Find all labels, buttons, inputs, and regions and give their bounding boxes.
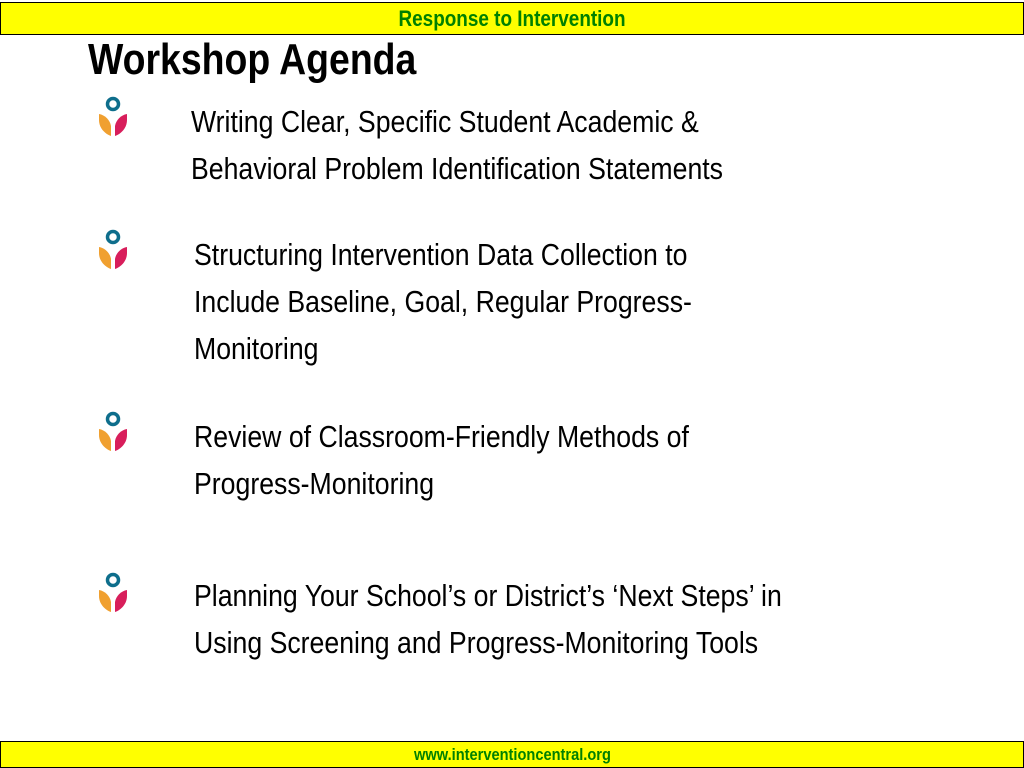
agenda-item-text <box>191 98 723 192</box>
footer-banner <box>0 741 1024 768</box>
agenda-line: Writing Clear, Specific Student Academic & <box>191 104 699 139</box>
person-figure-icon <box>96 96 130 138</box>
agenda-item-text <box>194 572 782 666</box>
agenda-line: Planning Your School’s or District’s ‘Next Steps’ in <box>194 578 782 613</box>
page-title: Workshop Agenda <box>88 35 417 84</box>
agenda-line: Using Screening and Progress-Monitoring Tools <box>194 625 759 660</box>
agenda-line: Monitoring <box>194 331 319 366</box>
agenda-line: Structuring Intervention Data Collection to <box>194 237 688 272</box>
person-figure-icon <box>96 572 130 614</box>
header-banner <box>0 2 1024 35</box>
agenda-item-text <box>194 413 689 507</box>
agenda-line: Review of Classroom-Friendly Methods of <box>194 419 689 454</box>
person-figure-icon <box>96 411 130 453</box>
footer-url[interactable]: www.interventioncentral.org <box>413 745 611 764</box>
agenda-line: Progress-Monitoring <box>194 466 435 501</box>
agenda-item-text <box>194 231 692 372</box>
agenda-line: Include Baseline, Goal, Regular Progress- <box>194 284 692 319</box>
person-figure-icon <box>96 229 130 271</box>
header-banner-text: Response to Intervention <box>398 6 626 31</box>
agenda-line: Behavioral Problem Identification Statements <box>191 151 724 186</box>
